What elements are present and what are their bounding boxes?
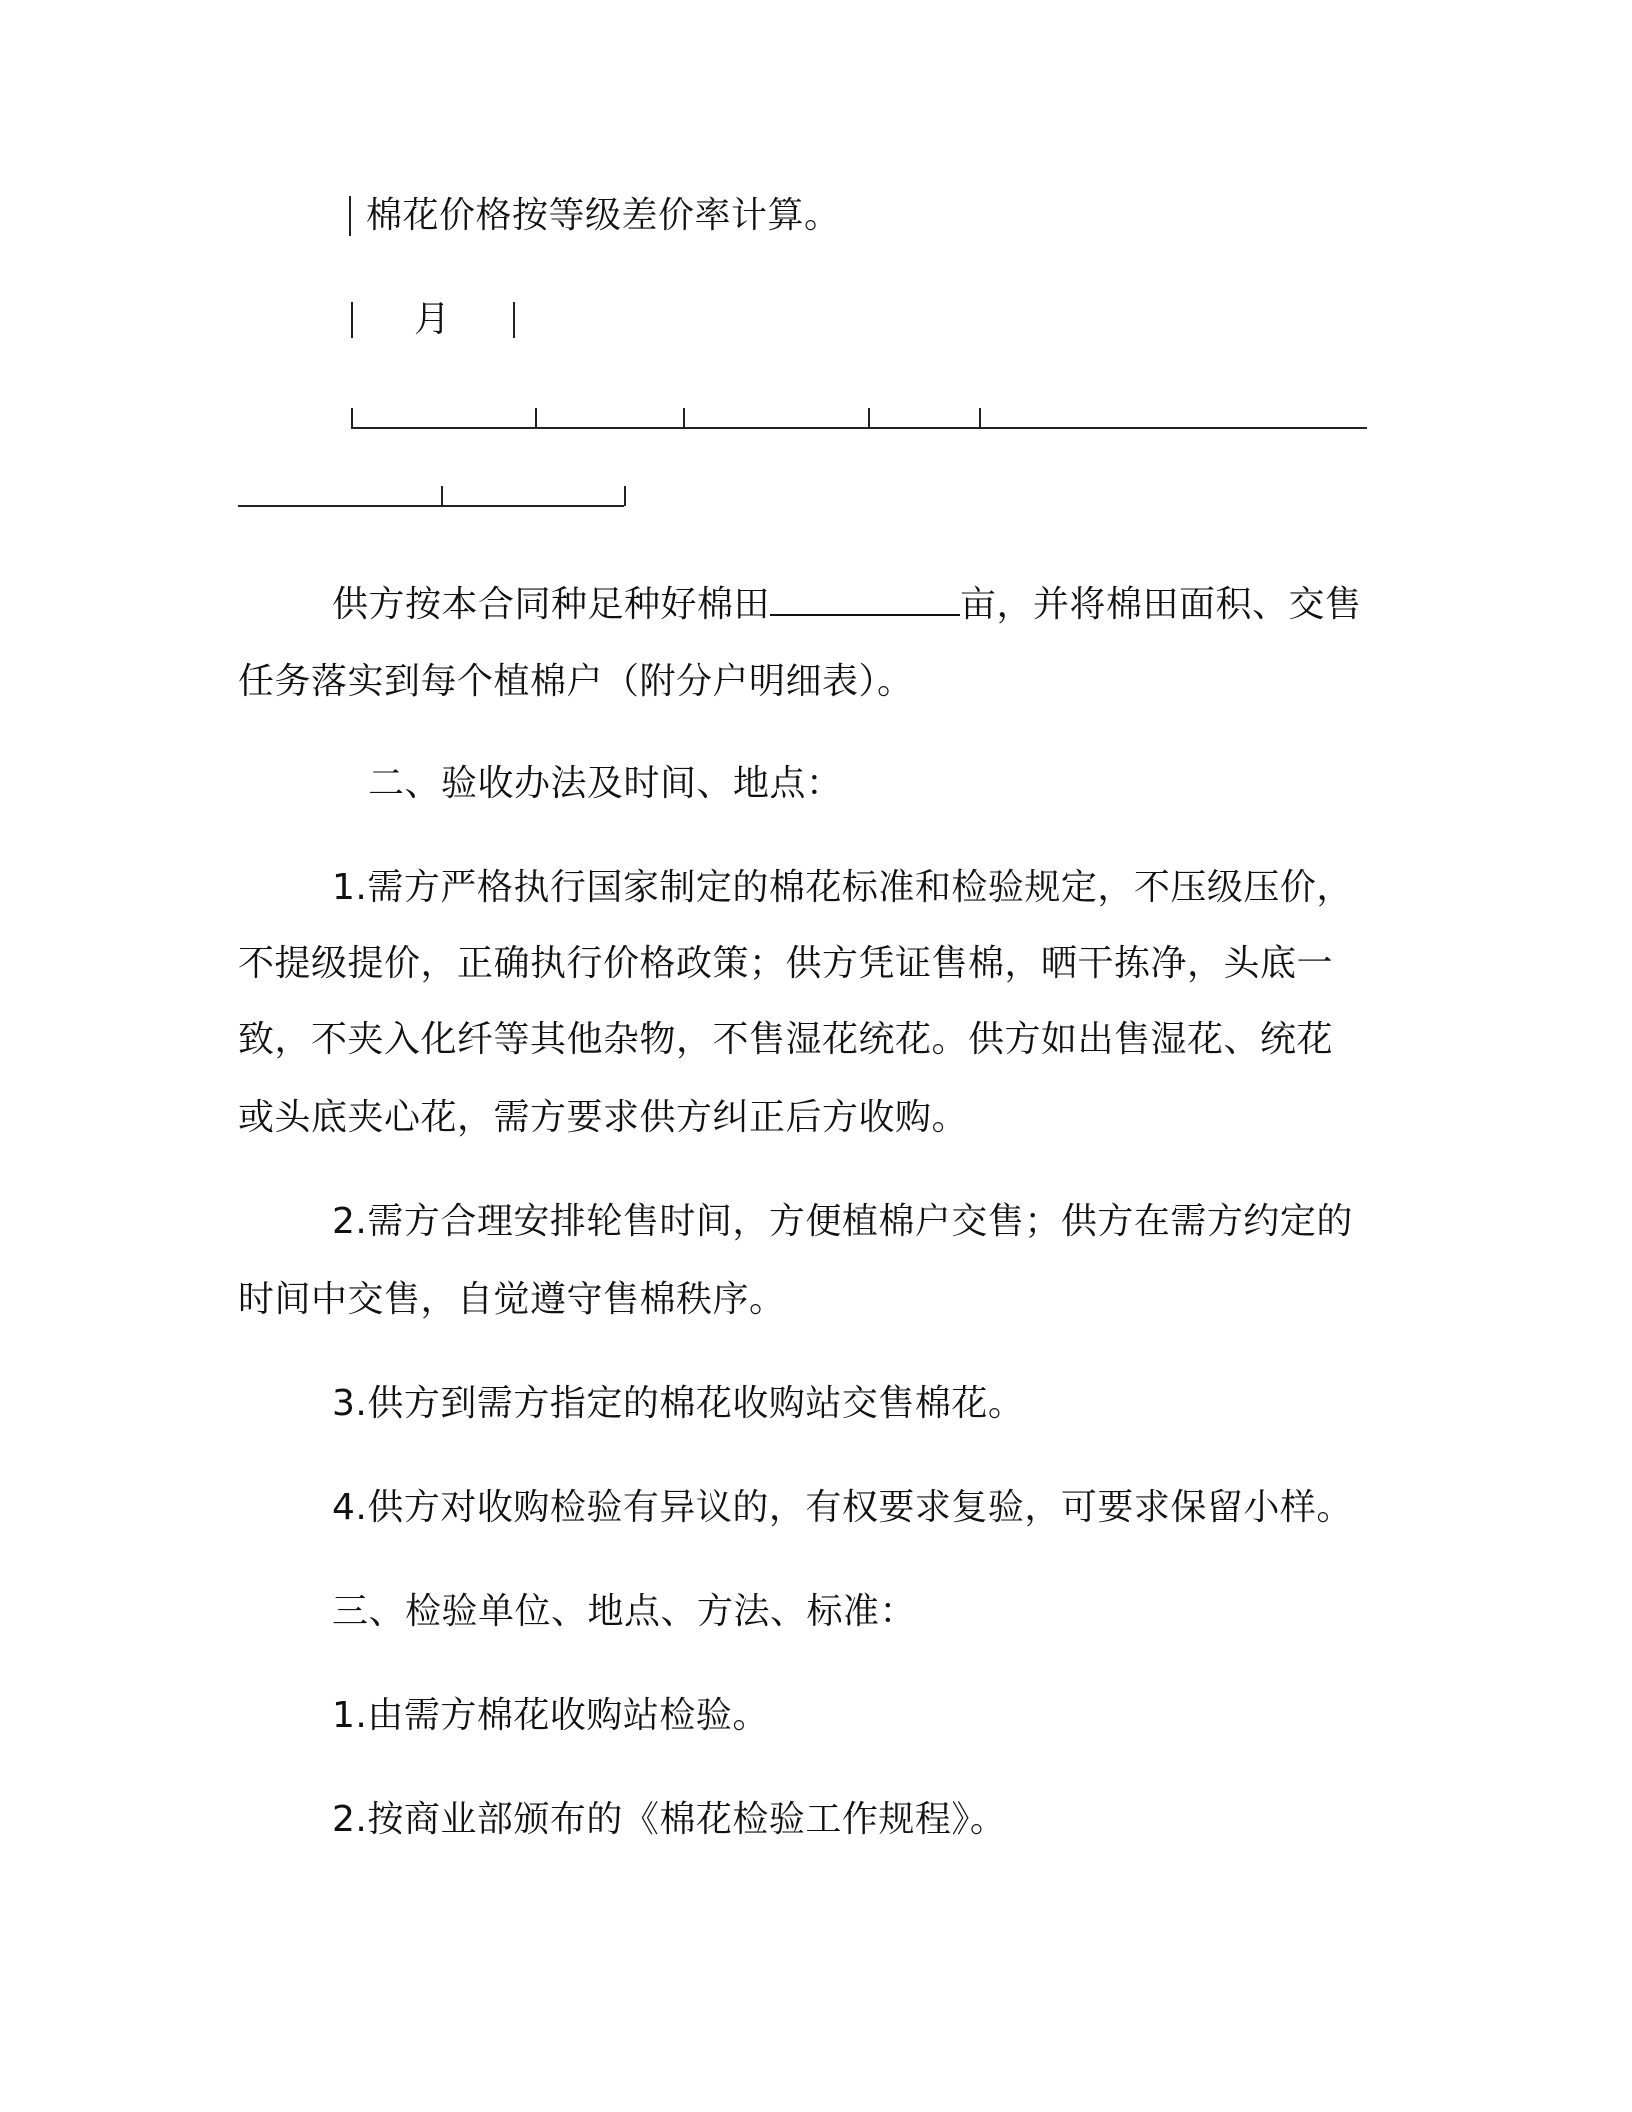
paragraph-line: 2.需方合理安排轮售时间，方便植棉户交售；供方在需方约定的 — [332, 1201, 1353, 1242]
table-border — [624, 486, 626, 506]
paragraph-line: 3.供方到需方指定的棉花收购站交售棉花。 — [332, 1383, 1025, 1424]
table-border — [349, 196, 351, 236]
paragraph-planting — [332, 584, 1362, 625]
table-border — [441, 486, 443, 506]
table-cell-price-note: 棉花价格按等级差价率计算。 — [366, 195, 841, 236]
table-border — [868, 408, 870, 428]
paragraph-text: 供方按本合同种足种好棉田 — [332, 584, 771, 625]
table-border — [535, 408, 537, 428]
paragraph-line: 不提级提价，正确执行价格政策；供方凭证售棉，晒干拣净，头底一 — [238, 943, 1334, 984]
table-border — [351, 302, 353, 338]
table-cell-month: 月 — [414, 299, 451, 340]
paragraph-line: 致，不夹入化纤等其他杂物，不售湿花统花。供方如出售湿花、统花 — [238, 1019, 1334, 1060]
paragraph-line: 4.供方对收购检验有异议的，有权要求复验，可要求保留小样。 — [332, 1487, 1353, 1528]
paragraph-line: 任务落实到每个植棉户（附分户明细表）。 — [238, 661, 914, 702]
paragraph-line: 1.需方严格执行国家制定的棉花标准和检验规定，不压级压价， — [332, 867, 1353, 908]
table-border — [351, 408, 353, 428]
table-border — [683, 408, 685, 428]
table-border — [513, 302, 515, 338]
fill-blank-acres[interactable] — [770, 584, 960, 616]
table-border — [238, 505, 624, 507]
section-heading-acceptance: 二、验收办法及时间、地点： — [368, 763, 843, 804]
paragraph-line: 2.按商业部颁布的《棉花检验工作规程》。 — [332, 1799, 1007, 1840]
paragraph-line: 或头底夹心花，需方要求供方纠正后方收购。 — [238, 1097, 969, 1138]
paragraph-line: 时间中交售，自觉遵守售棉秩序。 — [238, 1279, 786, 1320]
section-heading-inspection: 三、检验单位、地点、方法、标准： — [332, 1591, 917, 1632]
table-border — [351, 427, 1367, 429]
paragraph-text: 亩，并将棉田面积、交售 — [960, 584, 1362, 625]
table-border — [979, 408, 981, 428]
paragraph-line: 1.由需方棉花收购站检验。 — [332, 1695, 769, 1736]
